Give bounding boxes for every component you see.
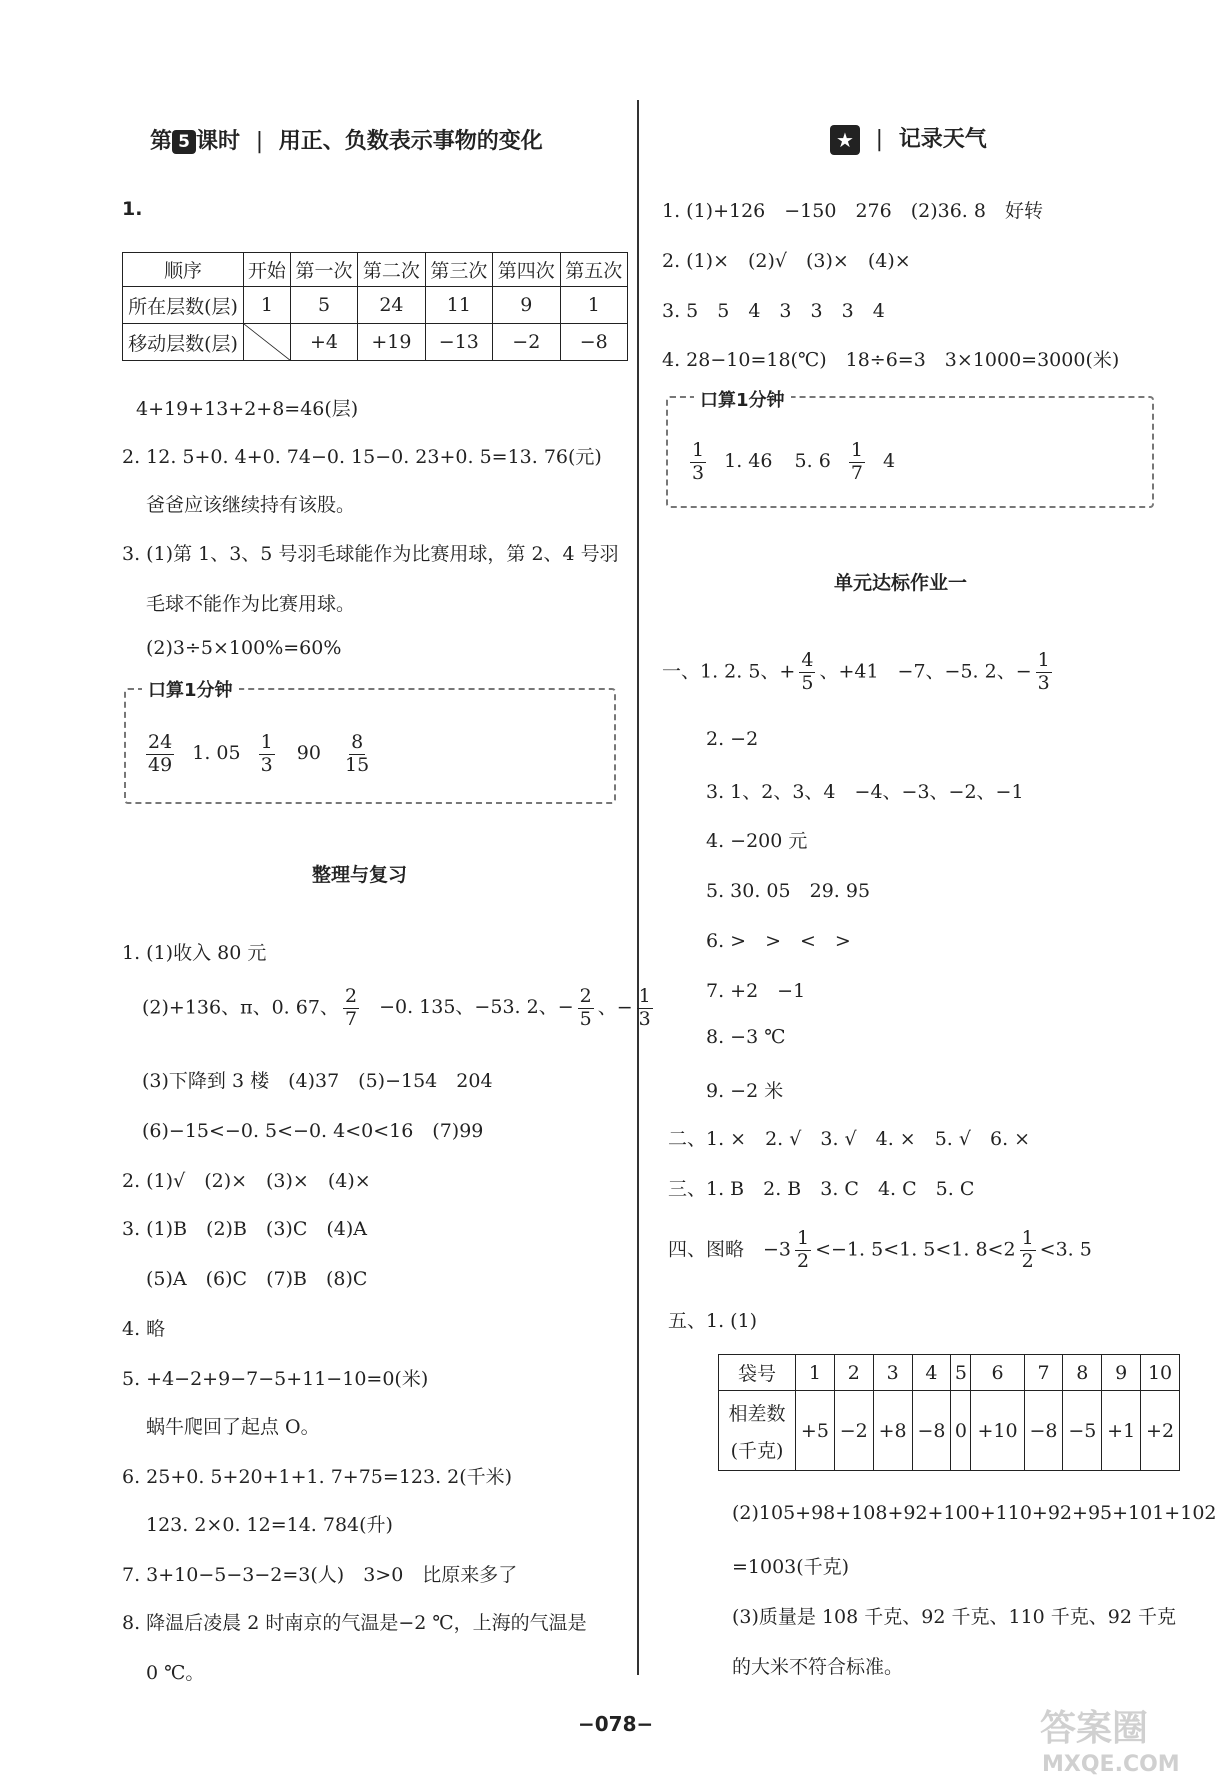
answer-line: 2. (1)√ (2)× (3)× (4)× (122, 1170, 371, 1192)
answer-line: (3)质量是 108 千克、92 千克、110 千克、92 千克 (732, 1606, 1176, 1628)
column-divider (637, 100, 639, 1675)
floor-table (122, 252, 628, 361)
answer-line: 四、图略 −3 $\frac{1}{2}$ <−1. 5<1. 5<1. 8<2 $\frac{1}{2}$ <3. 5 (668, 1227, 1092, 1272)
table-cell: −8 (912, 1391, 951, 1471)
answer-line: =1003(千克) (732, 1556, 850, 1578)
oral-calc-title: 口算1分钟 (694, 386, 791, 412)
table-cell: +19 (358, 324, 425, 361)
answer-line: 9. −2 米 (706, 1080, 784, 1102)
table-cell: +10 (971, 1391, 1024, 1471)
answer-line: (5)A (6)C (7)B (8)C (146, 1268, 368, 1290)
answer-line: 3. 5 5 4 3 3 3 4 (662, 300, 885, 322)
table-header-cell: 8 (1063, 1355, 1102, 1391)
answer-line: 0 ℃。 (146, 1662, 205, 1684)
answer-line: 6. > > < > (706, 930, 851, 952)
answer-line: 5. +4−2+9−7−5+11−10=0(米) (122, 1368, 429, 1390)
answer-line: 7. +2 −1 (706, 980, 806, 1002)
table-header-cell: 6 (971, 1355, 1024, 1391)
answer-line: 7. 3+10−5−3−2=3(人) 3>0 比原来多了 (122, 1564, 518, 1586)
table-header-cell: 1 (796, 1355, 835, 1391)
star-icon: ★ (830, 125, 860, 155)
lesson-title: 用正、负数表示事物的变化 (278, 129, 543, 154)
answer-line: 5. 30. 05 29. 95 (706, 880, 871, 902)
table-cell: −8 (1024, 1391, 1063, 1471)
answer-line: 一、1. 2. 5、+ $\frac{4}{5}$ 、+41 −7、−5. 2、− $\frac{1}{3}$ (662, 649, 1050, 694)
table-cell: 11 (425, 287, 492, 324)
answer-line: 4. 略 (122, 1318, 166, 1340)
table-cell: 1 (244, 287, 291, 324)
oral-calc-title: 口算1分钟 (142, 676, 239, 702)
table-cell: −8 (560, 324, 627, 361)
page-number: −078− (578, 1712, 654, 1736)
table-cell: −2 (493, 324, 560, 361)
diagonal-empty-cell (244, 324, 291, 361)
table-header-cell: 第五次 (560, 253, 627, 287)
table-cell: +5 (796, 1391, 835, 1471)
table-header-cell: 5 (951, 1355, 971, 1391)
answer-line: 2. 12. 5+0. 4+0. 74−0. 15−0. 23+0. 5=13. 76(元) (122, 446, 602, 468)
answer-line: (2)105+98+108+92+100+110+92+95+101+102 (732, 1502, 1217, 1524)
answer-line: (2)3÷5×100%=60% (146, 637, 342, 659)
section-title-unit: 单元达标作业一 (834, 572, 968, 594)
table-header-cell: 开始 (244, 253, 291, 287)
fraction: $\frac{1}{3}$ (692, 439, 705, 484)
table-header-cell: 3 (873, 1355, 912, 1391)
table-row-label: 相差数 (千克) (719, 1391, 796, 1471)
table-cell: −2 (834, 1391, 873, 1471)
answer-line: 4+19+13+2+8=46(层) (136, 398, 359, 420)
answer-line: 3. (1)B (2)B (3)C (4)A (122, 1218, 368, 1240)
answer-line: 8. 降温后凌晨 2 时南京的气温是−2 ℃，上海的气温是 (122, 1612, 587, 1634)
answer-line: 3. (1)第 1、3、5 号羽毛球能作为比赛用球，第 2、4 号羽 (122, 543, 619, 565)
watermark-url: MXQE.COM (1042, 1752, 1180, 1777)
table-cell: 24 (358, 287, 425, 324)
answer-line: 3. 1、2、3、4 −4、−3、−2、−1 (706, 781, 1024, 803)
table-cell: 0 (951, 1391, 971, 1471)
answer-line: 123. 2×0. 12=14. 784(升) (146, 1514, 393, 1536)
rice-bag-table (718, 1354, 1180, 1471)
table-row-label: 所在层数(层) (123, 287, 244, 324)
answer-line: 4. −200 元 (706, 830, 808, 852)
answer-line: 五、1. (1) (668, 1310, 758, 1332)
oral-calc-answers: $\frac{24}{49}$ 1. 05 $\frac{1}{3}$ 90 $\frac{8}{15}$ (148, 731, 370, 776)
fraction: $\frac{8}{15}$ (345, 731, 370, 776)
table-cell: 9 (493, 287, 560, 324)
table-header-cell: 7 (1024, 1355, 1063, 1391)
fraction: $\frac{24}{49}$ (148, 731, 173, 776)
table-row-label: 移动层数(层) (123, 324, 244, 361)
table-header-cell: 2 (834, 1355, 873, 1391)
table-header-cell: 10 (1141, 1355, 1180, 1391)
table-cell: 1 (560, 287, 627, 324)
table-header-cell: 袋号 (719, 1355, 796, 1391)
table-header-cell: 顺序 (123, 253, 244, 287)
table-cell: +8 (873, 1391, 912, 1471)
table-header-cell: 第一次 (290, 253, 357, 287)
table-header-cell: 第三次 (425, 253, 492, 287)
answer-line: 的大米不符合标准。 (732, 1656, 904, 1678)
table-header-cell: 第四次 (493, 253, 560, 287)
section-title-review: 整理与复习 (312, 864, 408, 886)
answer-line: 2. −2 (706, 728, 759, 750)
answer-line: 1. (1)收入 80 元 (122, 942, 267, 964)
lesson-prefix: 第 (150, 129, 173, 154)
answer-line: (6)−15<−0. 5<−0. 4<0<16 (7)99 (142, 1120, 484, 1142)
table-cell: +1 (1102, 1391, 1141, 1471)
lesson-number-badge: 5 (172, 130, 196, 154)
answer-line: 8. −3 ℃ (706, 1026, 786, 1048)
answer-line: 二、1. × 2. √ 3. √ 4. × 5. √ 6. × (668, 1128, 1031, 1150)
answer-line: 爸爸应该继续持有该股。 (146, 494, 356, 516)
weather-title: 记录天气 (898, 127, 987, 152)
table-cell: +4 (290, 324, 357, 361)
table-cell: 5 (290, 287, 357, 324)
answer-line: 三、1. B 2. B 3. C 4. C 5. C (668, 1178, 975, 1200)
answer-line: (2)+136、π、0. 67、 $\frac{2}{7}$ −0. 135、−53. 2、− $\frac{2}{5}$ 、− $\frac{1}{3}$ (142, 985, 651, 1030)
fraction: $\frac{1}{3}$ (260, 731, 273, 776)
answer-line: (3)下降到 3 楼 (4)37 (5)−154 204 (142, 1070, 493, 1092)
watermark-logo: 答案圈 (1040, 1708, 1149, 1749)
lesson-heading: 第 5 课时 | 用正、负数表示事物的变化 (150, 129, 543, 154)
lesson-suffix: 课时 (196, 129, 241, 154)
table-cell: +2 (1141, 1391, 1180, 1471)
answer-line: 1. (1)+126 −150 276 (2)36. 8 好转 (662, 200, 1043, 222)
table-header-cell: 4 (912, 1355, 951, 1391)
answer-line: 2. (1)× (2)√ (3)× (4)× (662, 250, 911, 272)
table-header-cell: 9 (1102, 1355, 1141, 1391)
question-1-label: 1. (122, 198, 143, 220)
answer-line: 4. 28−10=18(℃) 18÷6=3 3×1000=3000(米) (662, 349, 1120, 371)
answer-line: 蜗牛爬回了起点 O。 (146, 1416, 320, 1438)
table-header-cell: 第二次 (358, 253, 425, 287)
answer-line: 6. 25+0. 5+20+1+1. 7+75=123. 2(千米) (122, 1466, 513, 1488)
oral-calc-answers: $\frac{1}{3}$ 1. 46 5. 6 $\frac{1}{7}$ 4 (692, 439, 896, 484)
weather-heading: ★ | 记录天气 (830, 122, 987, 155)
fraction: $\frac{1}{7}$ (850, 439, 863, 484)
table-cell: −5 (1063, 1391, 1102, 1471)
table-cell: −13 (425, 324, 492, 361)
answer-line: 毛球不能作为比赛用球。 (146, 593, 356, 615)
